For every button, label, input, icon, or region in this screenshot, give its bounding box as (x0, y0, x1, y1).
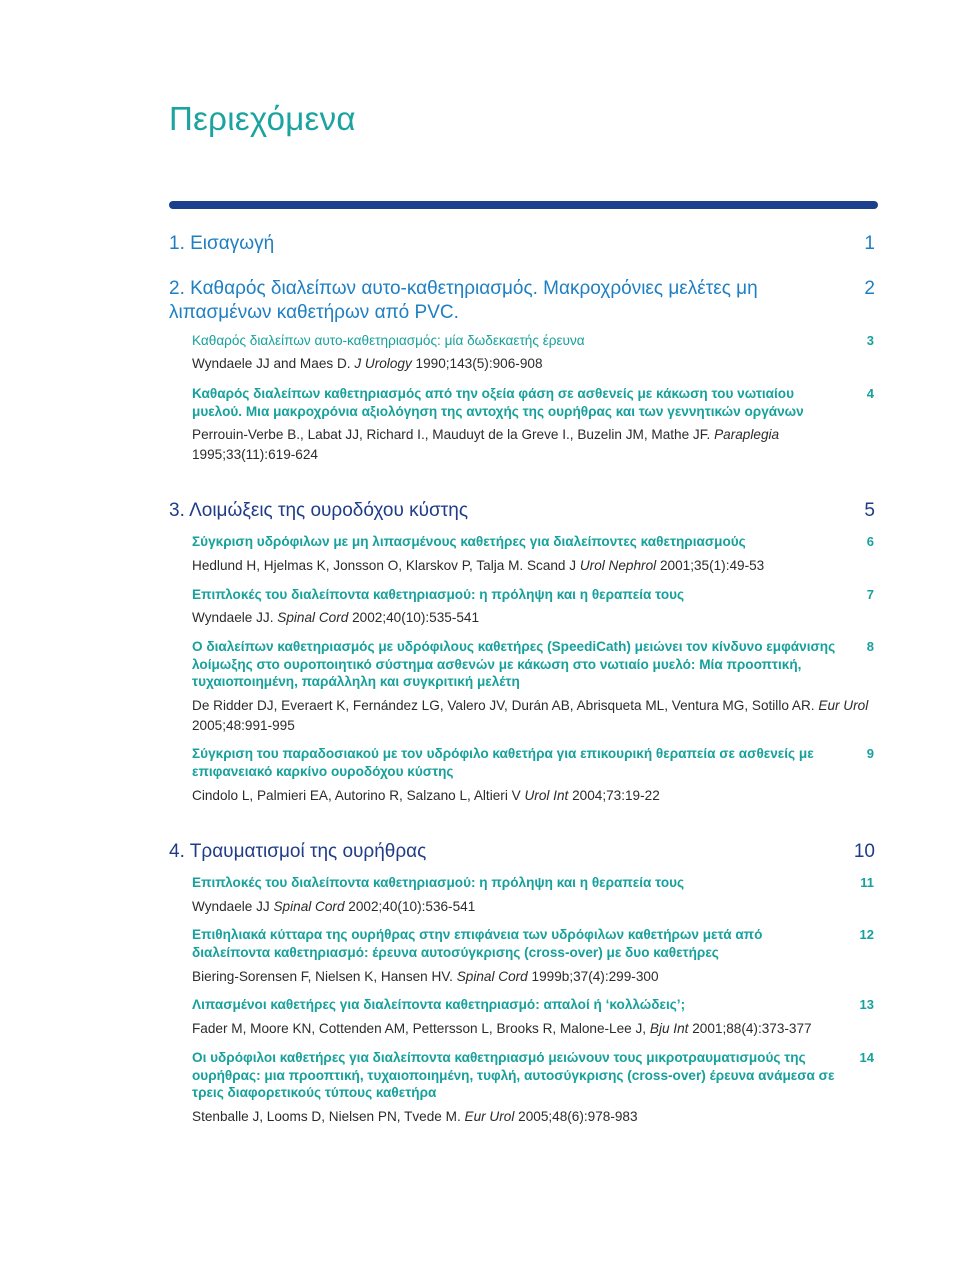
entry-page-number: 13 (859, 997, 874, 1012)
entry-page-number: 12 (859, 927, 874, 942)
entry-page-number: 7 (866, 587, 874, 602)
reference-citation: 1990;143(5):906-908 (411, 356, 543, 371)
toc-entry[interactable] (192, 874, 874, 892)
reference-authors: Perrouin-Verbe B., Labat JJ, Richard I., Mauduyt de la Greve I., Buzelin JM, Mathe JF. (192, 427, 715, 442)
section-title: 3. Λοιμώξεις της ουροδόχου κύστης (169, 500, 468, 521)
entry-reference (192, 1107, 862, 1127)
toc-entry[interactable] (192, 586, 874, 604)
reference-authors: Cindolo L, Palmieri EA, Autorino R, Salzano L, Altieri V (192, 788, 525, 803)
entry-page-number: 3 (866, 333, 874, 348)
entry-reference (192, 786, 862, 806)
entry-page-number: 9 (866, 746, 874, 761)
reference-authors: De Ridder DJ, Everaert K, Fernández LG, Valero JV, Durán AB, Abrisqueta ML, Ventura MG, Sotillo AR. (192, 698, 819, 713)
toc-entry[interactable] (192, 1049, 874, 1102)
reference-journal: Eur Urol (818, 698, 869, 713)
reference-authors: Stenballe J, Looms D, Nielsen PN, Tvede M. (192, 1109, 465, 1124)
entry-title: Καθαρός διαλείπων καθετηριασμός από την οξεία φάση σε ασθενείς με κάκωση του νωτιαίου μυελού. Μια μακροχρόνια αξιολόγηση της αντοχής της ουρήθρας και των γεννητικών οργάνων (192, 386, 804, 419)
reference-journal: Urol Nephrol (579, 558, 657, 573)
entry-page-number: 14 (859, 1050, 874, 1065)
toc-section-1[interactable] (169, 232, 875, 256)
section-title: 2. Καθαρός διαλείπων αυτο-καθετηριασμός. Μακροχρόνιες μελέτες μη λιπασμένων καθετήρων από PVC. (169, 278, 758, 323)
reference-citation: 1999b;37(4):299-300 (527, 969, 659, 984)
entry-reference (192, 556, 862, 576)
entry-page-number: 11 (860, 875, 874, 890)
section-title: 4. Τραυματισμοί της ουρήθρας (169, 841, 427, 862)
reference-authors: Wyndaele JJ (192, 899, 274, 914)
entry-reference (192, 696, 872, 736)
reference-journal: Spinal Cord (456, 969, 528, 984)
entry-page-number: 4 (866, 386, 874, 401)
reference-journal: Eur Urol (464, 1109, 515, 1124)
entry-title: Επιθηλιακά κύτταρα της ουρήθρας στην επιφάνεια των υδρόφιλων καθετήρων μετά από διαλείποντα καθετηριασμό: έρευνα αυτοσύγκρισης (cross-over) με δυο καθετήρες (192, 927, 763, 960)
entry-title: Σύγκριση του παραδοσιακού με τον υδρόφιλο καθετήρα για επικουρική θεραπεία σε ασθενείς με επιφανειακό καρκίνο ουροδόχου κύστης (192, 746, 814, 779)
reference-journal: Spinal Cord (273, 899, 345, 914)
entry-reference (192, 967, 862, 987)
reference-citation: 2005;48:991-995 (192, 718, 295, 733)
entry-reference (192, 897, 862, 917)
toc-section-3[interactable] (169, 499, 875, 523)
reference-authors: Fader M, Moore KN, Cottenden AM, Pettersson L, Brooks R, Malone-Lee J, (192, 1021, 650, 1036)
toc-entry[interactable] (192, 745, 874, 780)
toc-entry[interactable] (192, 638, 874, 691)
reference-citation: 2005;48(6):978-983 (514, 1109, 638, 1124)
reference-journal: Spinal Cord (277, 610, 349, 625)
page-title: Περιεχόμενα (169, 100, 356, 137)
section-page-number: 5 (864, 500, 875, 521)
entry-title: Ο διαλείπων καθετηριασμός με υδρόφιλους καθετήρες (SpeediCath) μειώνει τον κίνδυνο εμφάνισης λοίμωξης στο ουροποιητικό σύστημα ασθενών με κάκωση στο νωτιαίο μυελό: Μία προοπτική, τυχαιοποιημένη, παράλληλη και συγκριτική μελέτη (192, 639, 836, 689)
reference-authors: Hedlund H, Hjelmas K, Jonsson O, Klarskov P, Talja M. Scand J (192, 558, 580, 573)
reference-journal: J Urology (354, 356, 412, 371)
reference-citation: 2002;40(10):536-541 (344, 899, 476, 914)
section-title: 1. Εισαγωγή (169, 233, 275, 254)
reference-citation: 2004;73:19-22 (568, 788, 660, 803)
entry-page-number: 8 (866, 639, 874, 654)
entry-title: Επιπλοκές του διαλείποντα καθετηριασμού: η πρόληψη και η θεραπεία τους (192, 875, 685, 890)
toc-entry[interactable] (192, 385, 874, 420)
reference-citation: 2001;35(1):49-53 (656, 558, 765, 573)
reference-citation: 2002;40(10):535-541 (348, 610, 480, 625)
reference-journal: Urol Int (524, 788, 569, 803)
entry-reference (192, 425, 832, 465)
entry-reference (192, 1019, 862, 1039)
entry-title: Επιπλοκές του διαλείποντα καθετηριασμού: η πρόληψη και η θεραπεία τους (192, 587, 685, 602)
toc-entry[interactable] (192, 996, 874, 1014)
toc-section-2[interactable] (169, 277, 875, 325)
entry-title: Οι υδρόφιλοι καθετήρες για διαλείποντα καθετηριασμό μειώνουν τους μικροτραυματισμούς της ουρήθρας: μια προοπτική, τυχαιοποιημένη, τυφλή, αυτοσύγκρισης (cross-over) έρευνα ανάμεσα σε τρεις διαφορετικούς τύπους καθετήρα (192, 1050, 835, 1100)
section-page-number: 10 (853, 841, 875, 862)
entry-reference (192, 354, 862, 374)
entry-title: Σύγκριση υδρόφιλων με μη λιπασμένους καθετήρες για διαλείποντες καθετηριασμούς (192, 534, 746, 549)
section-page-number: 1 (864, 233, 875, 254)
entry-reference (192, 608, 862, 628)
reference-journal: Bju Int (649, 1021, 689, 1036)
title-divider (169, 201, 878, 209)
reference-journal: Paraplegia (714, 427, 780, 442)
toc-section-4[interactable] (169, 840, 875, 864)
section-page-number: 2 (864, 278, 875, 299)
reference-authors: Wyndaele JJ. (192, 610, 278, 625)
toc-entry[interactable] (192, 332, 874, 350)
reference-citation: 1995;33(11):619-624 (192, 447, 318, 462)
toc-entry[interactable] (192, 533, 874, 551)
reference-citation: 2001;88(4):373-377 (688, 1021, 812, 1036)
reference-authors: Wyndaele JJ and Maes D. (192, 356, 355, 371)
toc-entry[interactable] (192, 926, 874, 961)
reference-authors: Biering-Sorensen F, Nielsen K, Hansen HV. (192, 969, 457, 984)
entry-page-number: 6 (866, 534, 874, 549)
entry-title: Λιπασμένοι καθετήρες για διαλείποντα καθετηριασμό: απαλοί ή ‘κολλώδεις’; (192, 997, 686, 1012)
entry-title: Καθαρός διαλείπων αυτο-καθετηριασμός: μία δωδεκαετής έρευνα (192, 333, 585, 348)
